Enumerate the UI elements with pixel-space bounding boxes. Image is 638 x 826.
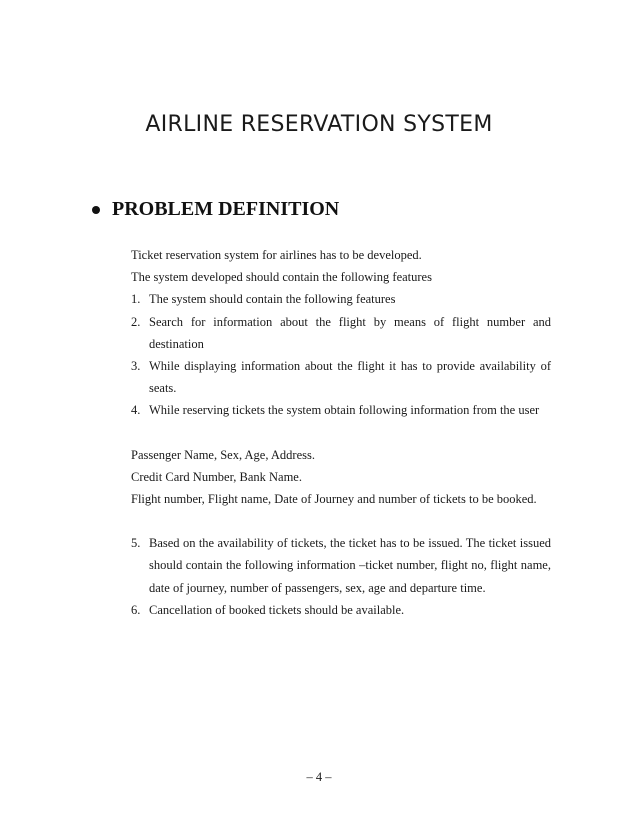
bullet-icon bbox=[92, 206, 100, 214]
list-item bbox=[131, 399, 551, 421]
user-info-line: Flight number, Flight name, Date of Journey and number of tickets to be booked. bbox=[131, 492, 537, 507]
feature-list bbox=[131, 288, 551, 421]
list-item bbox=[131, 355, 551, 399]
intro-line: Ticket reservation system for airlines has to be developed. bbox=[131, 248, 422, 262]
list-item-number: 6. bbox=[131, 602, 141, 617]
list-item-text: Based on the availability of tickets, the ticket has to be issued. The ticket issued should contain the following information –ticket number, flight no, flight name, date of journey, number of passengers, sex, age and departure time. bbox=[149, 536, 551, 595]
section-heading-text: PROBLEM DEFINITION bbox=[112, 198, 340, 220]
list-item-number: 4. bbox=[131, 403, 141, 418]
list-item-text: Cancellation of booked tickets should be available. bbox=[149, 602, 405, 617]
page-number: – 4 – bbox=[306, 770, 332, 784]
list-item-text: While displaying information about the flight it has to provide availability of seats. bbox=[149, 359, 551, 396]
intro-line: The system developed should contain the following features bbox=[131, 270, 432, 285]
problem-definition-body bbox=[131, 244, 551, 621]
section-heading bbox=[92, 198, 339, 221]
list-item-number: 3. bbox=[131, 359, 141, 374]
list-item-text: While reserving tickets the system obtain following information from the user bbox=[149, 403, 540, 418]
list-item-number: 2. bbox=[131, 314, 141, 329]
user-info-line: Passenger Name, Sex, Age, Address. bbox=[131, 447, 315, 462]
document-title: AIRLINE RESERVATION SYSTEM bbox=[145, 112, 493, 137]
list-item-text: Search for information about the flight by means of flight number and destination bbox=[149, 314, 551, 351]
user-info-line: Credit Card Number, Bank Name. bbox=[131, 469, 302, 484]
list-item-number: 5. bbox=[131, 536, 141, 551]
spacer bbox=[131, 510, 551, 532]
feature-list-continued bbox=[131, 532, 551, 621]
list-item-text: The system should contain the following features bbox=[149, 292, 396, 307]
list-item bbox=[131, 311, 551, 355]
list-item-number: 1. bbox=[131, 292, 141, 307]
spacer bbox=[131, 422, 551, 444]
list-item bbox=[131, 288, 551, 310]
list-item bbox=[131, 599, 551, 621]
list-item bbox=[131, 532, 551, 599]
